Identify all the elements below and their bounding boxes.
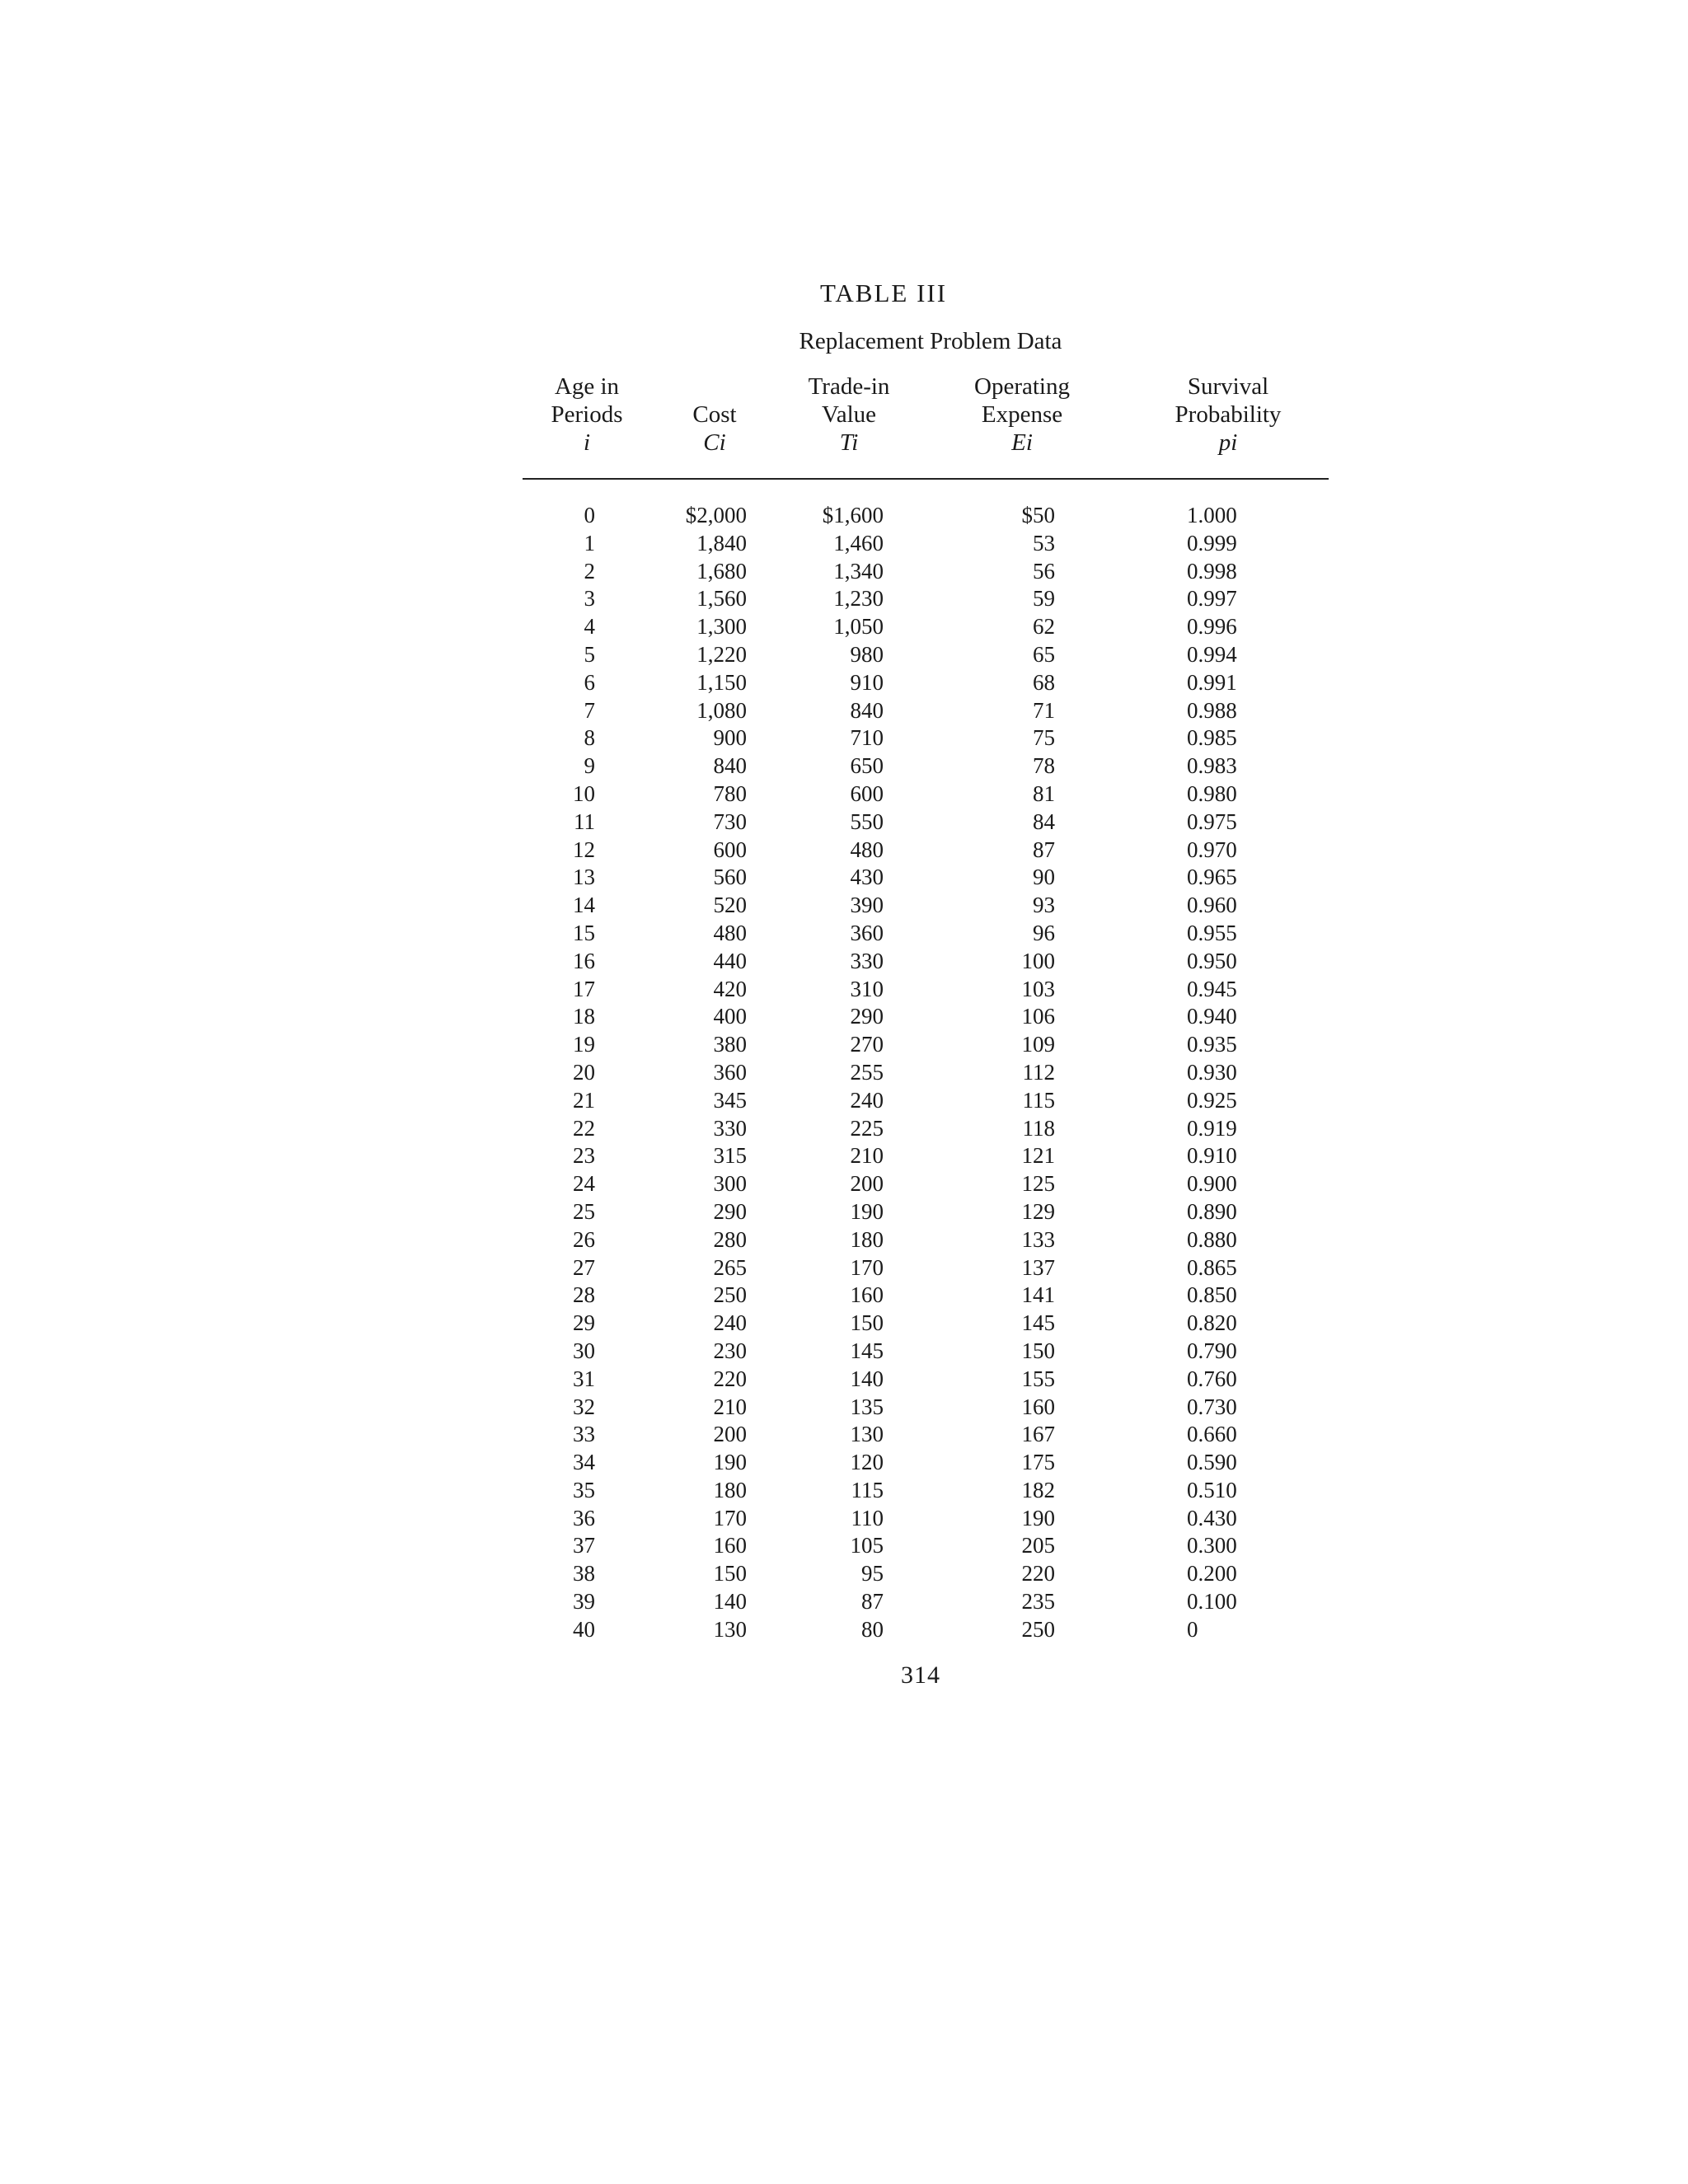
cost-cell: 520: [713, 893, 747, 918]
expense-cell: 103: [1021, 976, 1055, 1001]
header-trade-in-line1: Trade-in: [808, 373, 890, 400]
cost-cell: 1,680: [696, 558, 747, 583]
table-row: [0, 585, 1688, 613]
age-cell: 34: [573, 1450, 595, 1475]
survival-cell: 0.999: [1187, 530, 1237, 555]
trade-in-cell: 225: [850, 1115, 884, 1141]
age-cell: 9: [584, 753, 595, 779]
cost-cell: 240: [713, 1310, 747, 1336]
survival-cell: 0.865: [1187, 1254, 1237, 1280]
trade-in-cell: 130: [850, 1422, 884, 1447]
survival-cell: 0.988: [1187, 697, 1237, 723]
expense-cell: 96: [1033, 920, 1055, 945]
trade-in-cell: 170: [850, 1254, 884, 1280]
survival-cell: 0.945: [1187, 976, 1237, 1001]
survival-cell: 0.790: [1187, 1338, 1237, 1363]
trade-in-cell: 360: [850, 920, 884, 945]
table-row: [0, 1477, 1688, 1505]
table-row: [0, 864, 1688, 892]
table-row: [0, 530, 1688, 558]
expense-cell: 62: [1033, 614, 1055, 640]
table-row: [0, 1616, 1688, 1644]
survival-cell: 0.997: [1187, 586, 1237, 612]
table-row: [0, 948, 1688, 976]
table-row: [0, 558, 1688, 586]
table-row: [0, 1115, 1688, 1143]
expense-cell: 93: [1033, 893, 1055, 918]
survival-cell: 0.730: [1187, 1394, 1237, 1419]
trade-in-cell: 910: [850, 669, 884, 695]
survival-cell: 0.850: [1187, 1282, 1237, 1308]
expense-cell: 59: [1033, 586, 1055, 612]
trade-in-cell: 190: [850, 1198, 884, 1224]
age-cell: 16: [573, 948, 595, 973]
survival-cell: 0.820: [1187, 1310, 1237, 1336]
trade-in-cell: 390: [850, 893, 884, 918]
expense-cell: 129: [1021, 1198, 1055, 1224]
age-cell: 10: [573, 780, 595, 806]
table-row: [0, 641, 1688, 669]
cost-cell: 210: [713, 1394, 747, 1419]
survival-cell: 0.100: [1187, 1589, 1237, 1615]
cost-cell: 170: [713, 1505, 747, 1530]
table-row: [0, 1170, 1688, 1198]
cost-cell: 220: [713, 1366, 747, 1391]
age-cell: 11: [574, 808, 595, 834]
cost-cell: 1,840: [696, 530, 747, 555]
age-cell: 20: [573, 1059, 595, 1085]
survival-cell: 0.300: [1187, 1533, 1237, 1558]
trade-in-cell: 95: [861, 1561, 884, 1586]
header-rule: [523, 478, 1329, 480]
age-cell: 25: [573, 1198, 595, 1224]
table-row: [0, 920, 1688, 948]
age-cell: 12: [573, 837, 595, 862]
header-trade-in-line2: Value: [821, 401, 877, 428]
header-operating: [956, 373, 1088, 457]
survival-cell: 0.660: [1187, 1422, 1237, 1447]
table-row: [0, 1087, 1688, 1115]
table-row: [0, 697, 1688, 725]
trade-in-cell: 310: [850, 976, 884, 1001]
table-row: [0, 1282, 1688, 1310]
survival-cell: 0.919: [1187, 1115, 1237, 1141]
age-cell: 13: [573, 865, 595, 890]
age-cell: 28: [573, 1282, 595, 1308]
table-row: [0, 1254, 1688, 1282]
survival-cell: 0.925: [1187, 1087, 1237, 1113]
table-row: [0, 1588, 1688, 1616]
expense-cell: 56: [1033, 558, 1055, 583]
table-row: [0, 892, 1688, 920]
age-cell: 36: [573, 1505, 595, 1530]
survival-cell: 0.983: [1187, 753, 1237, 779]
trade-in-cell: 145: [850, 1338, 884, 1363]
trade-in-cell: 160: [850, 1282, 884, 1308]
table-row: [0, 1560, 1688, 1588]
cost-cell: 265: [713, 1254, 747, 1280]
cost-cell: 300: [713, 1171, 747, 1197]
age-cell: 32: [573, 1394, 595, 1419]
expense-cell: 125: [1021, 1171, 1055, 1197]
age-cell: 23: [573, 1143, 595, 1169]
cost-cell: 280: [713, 1226, 747, 1252]
survival-cell: 1.000: [1187, 503, 1237, 527]
trade-in-cell: 255: [850, 1059, 884, 1085]
survival-cell: 0.960: [1187, 893, 1237, 918]
age-cell: 30: [573, 1338, 595, 1363]
cost-cell: 250: [713, 1282, 747, 1308]
trade-in-cell: 710: [850, 725, 884, 751]
header-operating-symbol: Ei: [1011, 429, 1033, 456]
page-number: 314: [901, 1661, 940, 1689]
survival-cell: 0.935: [1187, 1032, 1237, 1057]
trade-in-cell: 110: [851, 1505, 884, 1530]
expense-cell: 84: [1033, 808, 1055, 834]
age-cell: 37: [573, 1533, 595, 1558]
table-row: [0, 1505, 1688, 1533]
expense-cell: 53: [1033, 530, 1055, 555]
expense-cell: 167: [1021, 1422, 1055, 1447]
cost-cell: 560: [713, 865, 747, 890]
survival-cell: 0.890: [1187, 1198, 1237, 1224]
cost-cell: 330: [713, 1115, 747, 1141]
age-cell: 3: [584, 586, 595, 612]
cost-cell: 150: [713, 1561, 747, 1586]
expense-cell: 133: [1021, 1226, 1055, 1252]
survival-cell: 0.991: [1187, 669, 1237, 695]
table-row: [0, 1059, 1688, 1087]
age-cell: 7: [584, 697, 595, 723]
trade-in-cell: 1,460: [833, 530, 884, 555]
expense-cell: 115: [1022, 1087, 1055, 1113]
survival-cell: 0.950: [1187, 948, 1237, 973]
header-operating-line1: Operating: [974, 373, 1070, 400]
expense-cell: 90: [1033, 865, 1055, 890]
expense-cell: 118: [1022, 1115, 1055, 1141]
trade-in-cell: 270: [850, 1032, 884, 1057]
survival-cell: 0.430: [1187, 1505, 1237, 1530]
trade-in-cell: 600: [850, 780, 884, 806]
trade-in-cell: 1,050: [833, 614, 884, 640]
header-age-line2: Periods: [551, 401, 623, 428]
header-cost: [669, 373, 760, 457]
expense-cell: 155: [1021, 1366, 1055, 1391]
cost-cell: 900: [713, 725, 747, 751]
expense-cell: 71: [1033, 697, 1055, 723]
trade-in-cell: 330: [850, 948, 884, 973]
cost-cell: 730: [713, 808, 747, 834]
cost-cell: 290: [713, 1198, 747, 1224]
expense-cell: 121: [1021, 1143, 1055, 1169]
age-cell: 4: [584, 614, 595, 640]
expense-cell: 109: [1021, 1032, 1055, 1057]
cost-cell: 345: [713, 1087, 747, 1113]
header-age-symbol: i: [583, 429, 591, 456]
header-age: [536, 373, 638, 457]
table-row: [0, 1142, 1688, 1170]
cost-cell: 130: [713, 1616, 747, 1642]
cost-cell: 380: [713, 1032, 747, 1057]
cost-cell: 160: [713, 1533, 747, 1558]
cost-cell: 200: [713, 1422, 747, 1447]
survival-cell: 0.965: [1187, 865, 1237, 890]
age-cell: 1: [584, 530, 595, 555]
age-cell: 18: [573, 1004, 595, 1029]
cost-cell: 180: [713, 1477, 747, 1502]
expense-cell: 137: [1021, 1254, 1055, 1280]
age-cell: 40: [573, 1616, 595, 1642]
trade-in-cell: 980: [850, 641, 884, 667]
age-cell: 14: [573, 893, 595, 918]
table-row: [0, 976, 1688, 1004]
trade-in-cell: 290: [850, 1004, 884, 1029]
cost-cell: 1,220: [696, 641, 747, 667]
table-row: [0, 1449, 1688, 1477]
table-row: [0, 1338, 1688, 1366]
age-cell: 27: [573, 1254, 595, 1280]
cost-cell: 360: [713, 1059, 747, 1085]
trade-in-cell: 430: [850, 865, 884, 890]
survival-cell: 0.994: [1187, 641, 1237, 667]
table-header: [0, 373, 1688, 463]
trade-in-cell: 105: [850, 1533, 884, 1558]
expense-cell: 175: [1021, 1450, 1055, 1475]
survival-cell: 0.590: [1187, 1450, 1237, 1475]
age-cell: 39: [573, 1589, 595, 1615]
trade-in-cell: 240: [850, 1087, 884, 1113]
survival-cell: 0.880: [1187, 1226, 1237, 1252]
expense-cell: 100: [1021, 948, 1055, 973]
cost-cell: 1,080: [696, 697, 747, 723]
survival-cell: 0: [1187, 1616, 1198, 1642]
age-cell: 31: [573, 1366, 595, 1391]
expense-cell: 182: [1021, 1477, 1055, 1502]
table-row: [0, 837, 1688, 865]
expense-cell: 145: [1021, 1310, 1055, 1336]
header-trade-in: [791, 373, 907, 457]
age-cell: 33: [573, 1422, 595, 1447]
expense-cell: 68: [1033, 669, 1055, 695]
cost-cell: 400: [713, 1004, 747, 1029]
trade-in-cell: 200: [850, 1171, 884, 1197]
cost-cell: 440: [713, 948, 747, 973]
survival-cell: 0.910: [1187, 1143, 1237, 1169]
table-row: [0, 1198, 1688, 1226]
table-row: [0, 752, 1688, 780]
survival-cell: 0.998: [1187, 558, 1237, 583]
header-survival-line2: Probability: [1175, 401, 1282, 428]
cost-cell: 230: [713, 1338, 747, 1363]
header-operating-line2: Expense: [981, 401, 1063, 428]
age-cell: 21: [573, 1087, 595, 1113]
age-cell: 2: [584, 558, 595, 583]
table-row: [0, 1421, 1688, 1449]
expense-cell: 65: [1033, 641, 1055, 667]
trade-in-cell: 80: [861, 1616, 884, 1642]
age-cell: 19: [573, 1032, 595, 1057]
trade-in-cell: 115: [851, 1477, 884, 1502]
trade-in-cell: 1,230: [833, 586, 884, 612]
header-cost-line1: [669, 373, 760, 401]
trade-in-cell: 120: [850, 1450, 884, 1475]
age-cell: 0: [584, 503, 595, 527]
age-cell: 22: [573, 1115, 595, 1141]
cost-cell: 840: [713, 753, 747, 779]
age-cell: 35: [573, 1477, 595, 1502]
cost-cell: 190: [713, 1450, 747, 1475]
survival-cell: 0.510: [1187, 1477, 1237, 1502]
survival-cell: 0.200: [1187, 1561, 1237, 1586]
expense-cell: 205: [1021, 1533, 1055, 1558]
header-survival-line1: Survival: [1187, 373, 1269, 400]
survival-cell: 0.970: [1187, 837, 1237, 862]
expense-cell: 190: [1021, 1505, 1055, 1530]
table-row: [0, 808, 1688, 837]
age-cell: 15: [573, 920, 595, 945]
expense-cell: 150: [1021, 1338, 1055, 1363]
survival-cell: 0.975: [1187, 808, 1237, 834]
cost-cell: $2,000: [685, 503, 747, 527]
trade-in-cell: 140: [850, 1366, 884, 1391]
table-row: [0, 780, 1688, 808]
expense-cell: 75: [1033, 725, 1055, 751]
table-title: TABLE III: [819, 279, 948, 307]
age-cell: 26: [573, 1226, 595, 1252]
cost-cell: 1,560: [696, 586, 747, 612]
trade-in-cell: 480: [850, 837, 884, 862]
expense-cell: 235: [1021, 1589, 1055, 1615]
trade-in-cell: 135: [850, 1394, 884, 1419]
cost-cell: 315: [713, 1143, 747, 1169]
header-age-line1: Age in: [554, 373, 620, 400]
table-row: [0, 502, 1688, 530]
cost-cell: 140: [713, 1589, 747, 1615]
header-trade-in-symbol: Ti: [839, 429, 859, 456]
table-row: [0, 1003, 1688, 1031]
trade-in-cell: 150: [850, 1310, 884, 1336]
cost-cell: 600: [713, 837, 747, 862]
cost-cell: 420: [713, 976, 747, 1001]
expense-cell: 160: [1021, 1394, 1055, 1419]
survival-cell: 0.940: [1187, 1004, 1237, 1029]
survival-cell: 0.900: [1187, 1171, 1237, 1197]
table-row: [0, 669, 1688, 697]
trade-in-cell: 87: [861, 1589, 884, 1615]
expense-cell: 78: [1033, 753, 1055, 779]
table-row: [0, 1226, 1688, 1254]
age-cell: 38: [573, 1561, 595, 1586]
age-cell: 17: [573, 976, 595, 1001]
trade-in-cell: 650: [850, 753, 884, 779]
age-cell: 5: [584, 641, 595, 667]
table-row: [0, 613, 1688, 641]
table-subtitle: Replacement Problem Data: [799, 328, 1062, 354]
table-row: [0, 724, 1688, 752]
survival-cell: 0.760: [1187, 1366, 1237, 1391]
trade-in-cell: 1,340: [833, 558, 884, 583]
cost-cell: 480: [713, 920, 747, 945]
trade-in-cell: 550: [850, 808, 884, 834]
age-cell: 29: [573, 1310, 595, 1336]
survival-cell: 0.985: [1187, 725, 1237, 751]
survival-cell: 0.930: [1187, 1059, 1237, 1085]
expense-cell: 112: [1022, 1059, 1055, 1085]
trade-in-cell: 840: [850, 697, 884, 723]
age-cell: 6: [584, 669, 595, 695]
survival-cell: 0.955: [1187, 920, 1237, 945]
header-cost-line2: Cost: [692, 401, 737, 428]
trade-in-cell: 210: [850, 1143, 884, 1169]
expense-cell: 141: [1021, 1282, 1055, 1308]
expense-cell: 250: [1021, 1616, 1055, 1642]
table-body: [0, 502, 1688, 1644]
header-survival: [1154, 373, 1302, 457]
header-cost-symbol: Ci: [703, 429, 726, 456]
table-row: [0, 1031, 1688, 1059]
expense-cell: 87: [1033, 837, 1055, 862]
age-cell: 24: [573, 1171, 595, 1197]
cost-cell: 780: [713, 780, 747, 806]
trade-in-cell: 180: [850, 1226, 884, 1252]
survival-cell: 0.996: [1187, 614, 1237, 640]
table-row: [0, 1532, 1688, 1560]
expense-cell: 81: [1033, 780, 1055, 806]
expense-cell: 220: [1021, 1561, 1055, 1586]
expense-cell: 106: [1021, 1004, 1055, 1029]
cost-cell: 1,300: [696, 614, 747, 640]
cost-cell: 1,150: [696, 669, 747, 695]
age-cell: 8: [584, 725, 595, 751]
trade-in-cell: $1,600: [822, 503, 884, 527]
table-row: [0, 1394, 1688, 1422]
header-survival-symbol: pi: [1218, 429, 1238, 456]
table-row: [0, 1310, 1688, 1338]
survival-cell: 0.980: [1187, 780, 1237, 806]
expense-cell: $50: [1021, 503, 1055, 527]
table-row: [0, 1366, 1688, 1394]
